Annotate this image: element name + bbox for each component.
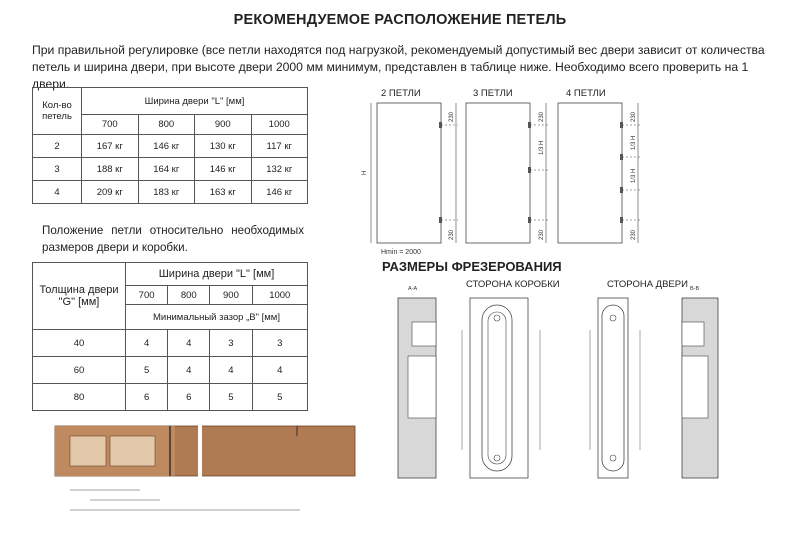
value-cell: 117 кг xyxy=(251,135,308,158)
page-title: РЕКОМЕНДУЕМОЕ РАСПОЛОЖЕНИЕ ПЕТЕЛЬ xyxy=(233,12,567,28)
dim-third: 1/3 H xyxy=(539,140,545,155)
value-cell: 132 кг xyxy=(251,158,308,181)
position-note: Положение петли относительно необходимых размеров двери и коробки. xyxy=(42,224,304,254)
dim-230: 230 xyxy=(631,111,637,122)
thickness-cell: 40 xyxy=(33,330,126,357)
thickness-cell: 80 xyxy=(33,384,126,411)
value-cell: 5 xyxy=(252,384,307,411)
value-cell: 5 xyxy=(210,384,252,411)
profile-drawing xyxy=(55,420,355,510)
dim-230: 230 xyxy=(631,229,637,240)
dim-230: 230 xyxy=(539,229,545,240)
dim-230: 230 xyxy=(539,111,545,122)
diagram-label-4: 4 ПЕТЛИ xyxy=(566,88,606,99)
dim-third: 1/3 H xyxy=(631,135,637,150)
door-2-hinges xyxy=(377,103,441,243)
dim-third: 1/3 H xyxy=(631,168,637,183)
milling-title: РАЗМЕРЫ ФРЕЗЕРОВАНИЯ xyxy=(382,259,562,274)
dim-230: 230 xyxy=(449,111,455,122)
width-cell: 800 xyxy=(138,115,195,135)
width-cell: 900 xyxy=(195,115,252,135)
section-aa: A-A xyxy=(408,286,418,292)
width-cell: 700 xyxy=(82,115,139,135)
value-cell: 4 xyxy=(126,330,168,357)
value-cell: 5 xyxy=(126,357,168,384)
width-cell: 900 xyxy=(210,286,252,305)
width-cell: 800 xyxy=(168,286,210,305)
width-header: Ширина двери "L" [мм] xyxy=(126,263,308,286)
value-cell: 3 xyxy=(252,330,307,357)
milling-drawings xyxy=(398,286,718,478)
count-header: Кол-во петель xyxy=(33,88,82,135)
value-cell: 4 xyxy=(252,357,307,384)
value-cell: 4 xyxy=(210,357,252,384)
value-cell: 146 кг xyxy=(195,158,252,181)
value-cell: 146 кг xyxy=(138,135,195,158)
value-cell: 167 кг xyxy=(82,135,139,158)
thickness-header: Толщина двери "G" [мм] xyxy=(33,263,126,330)
intro-paragraph: При правильной регулировке (все петли находятся под нагрузкой, рекомендуемый допустимый вес двери зависит от количества петель и ширина двери, при высоте двери 2000 мм минимум, представлен в таблице ниже. Необходимо всего проверить на 1 двери. xyxy=(32,43,765,91)
width-header: Ширина двери "L" [мм] xyxy=(82,88,308,115)
door-3-hinges xyxy=(466,103,530,243)
diagram-label-2: 2 ПЕТЛИ xyxy=(381,88,421,99)
value-cell: 164 кг xyxy=(138,158,195,181)
width-cell: 700 xyxy=(126,286,168,305)
count-cell: 2 xyxy=(33,135,82,158)
door-side-label: СТОРОНА ДВЕРИ xyxy=(607,279,688,290)
value-cell: 6 xyxy=(126,384,168,411)
diagram-label-3: 3 ПЕТЛИ xyxy=(473,88,513,99)
frame-side-label: СТОРОНА КОРОБКИ xyxy=(466,279,560,290)
width-cell: 1000 xyxy=(251,115,308,135)
hmin-label: Hmin = 2000 xyxy=(381,249,421,256)
width-cell: 1000 xyxy=(252,286,307,305)
dim-h: H xyxy=(362,170,368,175)
door-4-hinges xyxy=(558,103,622,243)
count-cell: 3 xyxy=(33,158,82,181)
value-cell: 130 кг xyxy=(195,135,252,158)
value-cell: 4 xyxy=(168,330,210,357)
value-cell: 183 кг xyxy=(138,181,195,204)
value-cell: 3 xyxy=(210,330,252,357)
value-cell: 4 xyxy=(168,357,210,384)
gap-header: Минимальный зазор „B" [мм] xyxy=(126,305,308,330)
value-cell: 209 кг xyxy=(82,181,139,204)
value-cell: 6 xyxy=(168,384,210,411)
value-cell: 146 кг xyxy=(251,181,308,204)
thickness-cell: 60 xyxy=(33,357,126,384)
value-cell: 163 кг xyxy=(195,181,252,204)
dim-230: 230 xyxy=(449,229,455,240)
value-cell: 188 кг xyxy=(82,158,139,181)
section-bb: B-B xyxy=(690,286,700,292)
count-cell: 4 xyxy=(33,181,82,204)
